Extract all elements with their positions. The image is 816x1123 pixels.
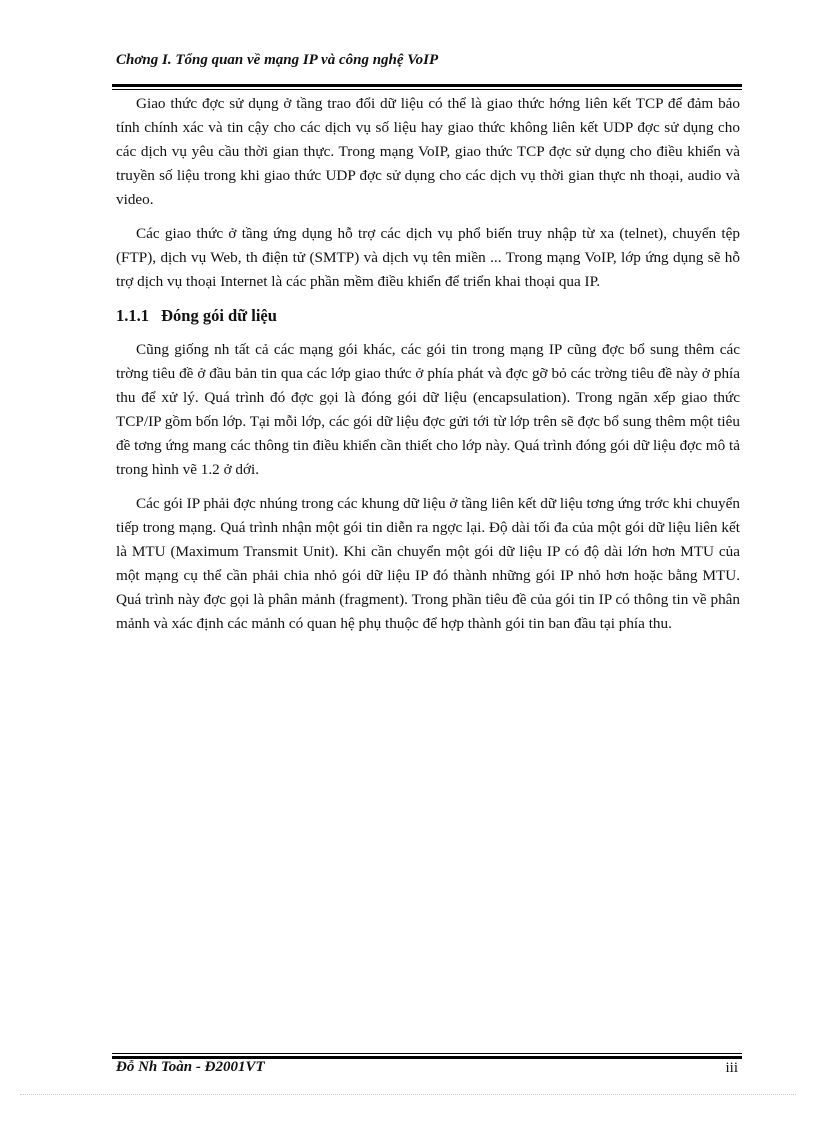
header-rule bbox=[112, 84, 742, 91]
running-header: Chơng I. Tổng quan về mạng IP và công nghệ VoIP bbox=[116, 52, 439, 68]
footer-rule-thin bbox=[112, 1053, 742, 1054]
footer-author: Đỗ Nh Toàn - Đ2001VT bbox=[116, 1059, 265, 1075]
page-number: iii bbox=[725, 1060, 738, 1076]
section-number: 1.1.1 bbox=[116, 306, 149, 325]
paragraph-encapsulation: Cũng giống nh tất cả các mạng gói khác, các gói tin trong mạng IP cũng đợc bổ sung thêm các trờng tiêu đề ở đầu bản tin qua các lớp giao thức ở phía phát và đợc gỡ bỏ các trờng tiêu đề này ở phía thu để xử lý. Quá trình đó đợc gọi là đóng gói dữ liệu (encapsulation). Trong ngăn xếp giao thức TCP/IP gồm bốn lớp. Tại mỗi lớp, các gói dữ liệu đợc gửi tới từ lớp trên sẽ đợc bổ sung thêm một tiêu đề tơng ứng mang các thông tin điều khiển cần thiết cho lớp này. Quá trình đóng gói dữ liệu đợc mô tả trong hình vẽ 1.2 ở dới. bbox=[116, 341, 740, 478]
paragraph-protocols-application: Các giao thức ở tầng ứng dụng hỗ trợ các dịch vụ phổ biến truy nhập từ xa (telnet), chuyển tệp (FTP), dịch vụ Web, th điện tử (SMTP) và dịch vụ tên miền ... Trong mạng VoIP, lớp ứng dụng sẽ hỗ trợ dịch vụ thoại Internet là các phần mềm điều khiển để triển khai thoại qua IP. bbox=[116, 225, 740, 290]
section-title: Đóng gói dữ liệu bbox=[161, 306, 277, 325]
section-heading bbox=[116, 304, 740, 328]
body-text bbox=[116, 92, 740, 646]
page-edge-divider bbox=[20, 1094, 796, 1095]
header-rule-thick bbox=[112, 84, 742, 87]
paragraph-fragmentation: Các gói IP phải đợc nhúng trong các khung dữ liệu ở tầng liên kết dữ liệu tơng ứng trớc khi chuyển tiếp trong mạng. Quá trình nhận một gói tin diễn ra ngợc lại. Độ dài tối đa của một gói dữ liệu liên kết là MTU (Maximum Transmit Unit). Khi cần chuyển một gói dữ liệu IP có độ dài lớn hơn MTU của một mạng cụ thể cần phải chia nhỏ gói dữ liệu IP đó thành những gói IP nhỏ hơn hoặc bằng MTU. Quá trình này đợc gọi là phân mảnh (fragment). Trong phần tiêu đề của gói tin IP có thông tin về phân mảnh và xác định các mảnh có quan hệ phụ thuộc để hợp thành gói tin ban đầu tại phía thu. bbox=[116, 495, 740, 632]
header-rule-thin bbox=[112, 89, 742, 90]
paragraph-protocols-transport: Giao thức đợc sử dụng ở tầng trao đổi dữ liệu có thể là giao thức hớng liên kết TCP để đảm bảo tính chính xác và tin cậy cho các dịch vụ số liệu hay giao thức không liên kết UDP đợc sử dụng cho các dịch vụ yêu cầu thời gian thực. Trong mạng VoIP, giao thức TCP đợc sử dụng cho điều khiển và truyền số liệu trong khi giao thức UDP đợc sử dụng cho các dịch vụ thời gian thực nh thoại, audio và video. bbox=[116, 95, 740, 208]
